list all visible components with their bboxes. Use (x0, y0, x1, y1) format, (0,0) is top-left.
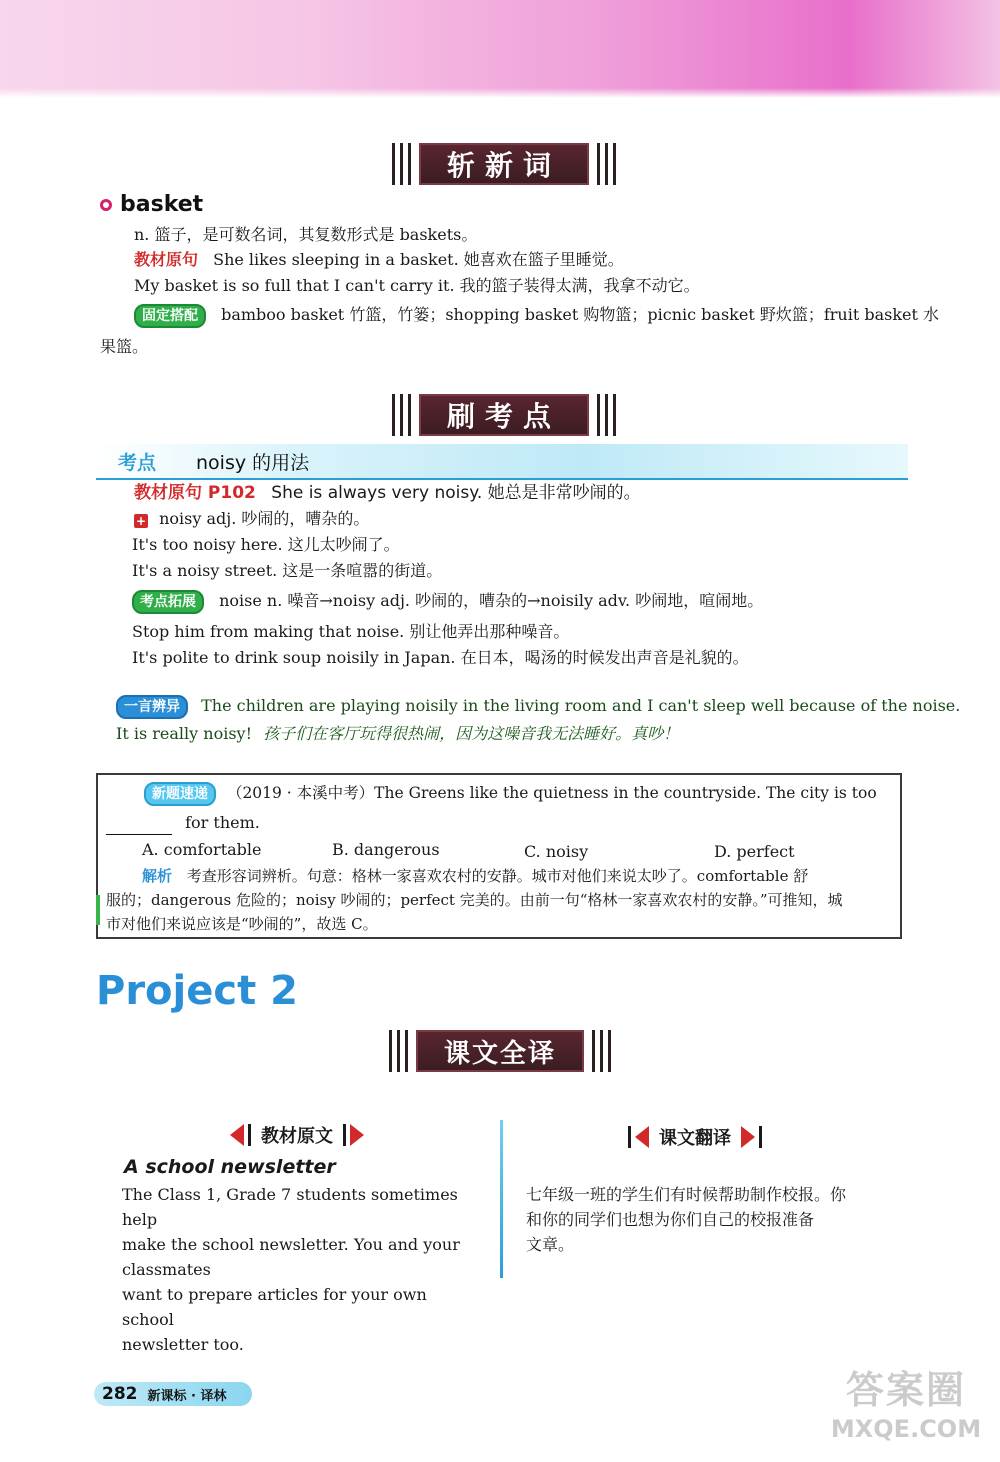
banner-bars-right (597, 394, 616, 436)
distinguish-line (116, 694, 960, 719)
collocation-text: bamboo basket 竹篮，竹篓；shopping basket 购物篮；picnic basket 野炊篮；fruit basket 水 (221, 305, 940, 324)
watermark (818, 1366, 994, 1458)
distinguish-line-2 (116, 722, 679, 746)
exam-option-d: D. perfect (714, 842, 795, 861)
banner-bars-left (389, 1030, 408, 1072)
article-en-line: want to prepare articles for your own school (122, 1285, 427, 1329)
analysis-tag: 解析 (142, 867, 173, 885)
example-line (134, 248, 624, 272)
top-decor-band (0, 0, 1000, 98)
page-footer (94, 1382, 252, 1406)
series-name: 新课标 · 译林 (147, 1388, 227, 1404)
kaodian-example-1: It's too noisy here. 这儿太吵闹了。 (132, 535, 400, 554)
banner-bars-right (592, 1030, 611, 1072)
article-cn-line: 七年级一班的学生们有时候帮助制作校报。你 (526, 1185, 847, 1204)
right-header-text: 课文翻译 (659, 1128, 731, 1149)
left-header-text: 教材原文 (261, 1126, 333, 1147)
section-banner-translation (380, 1030, 620, 1072)
header-bar (759, 1126, 762, 1148)
example-tag: 教材原句 (134, 250, 199, 269)
header-bar (343, 1124, 346, 1146)
article-title: A school newsletter (124, 1156, 336, 1178)
exam-question-cont: for them. (185, 813, 260, 832)
chevron-left-icon (635, 1126, 649, 1148)
section-banner-new-words (384, 143, 624, 185)
kaodian-source-line (134, 481, 641, 505)
chevron-right-icon (741, 1126, 755, 1148)
bullet-icon (100, 199, 112, 211)
banner-bars-right (597, 143, 616, 185)
expand-line (132, 589, 763, 614)
right-column-header (628, 1124, 762, 1150)
kaodian-label: 考点 (118, 452, 157, 474)
headword: basket (120, 192, 204, 217)
kaodian-example-4: It's polite to drink soup noisily in Japan. 在日本，喝汤的时候发出声音是礼貌的。 (132, 648, 749, 667)
analysis-text-3: 市对他们来说应该是“吵闹的”，故选 C。 (106, 915, 378, 933)
example-cn: 她喜欢在篮子里睡觉。 (463, 250, 624, 269)
exam-question-line (144, 781, 877, 806)
banner-bars-left (392, 394, 411, 436)
watermark-en: MXQE.COM (830, 1415, 982, 1443)
article-en-line: newsletter too. (122, 1335, 244, 1354)
section-title: 刷考点 (419, 394, 589, 436)
watermark-cn: 答案圈 (845, 1368, 966, 1412)
article-cn-line: 和你的同学们也想为你们自己的校报准备 (526, 1210, 815, 1229)
source-sentence: She is always very noisy. 她总是非常吵闹的。 (271, 483, 641, 503)
exam-option-a: A. comfortable (142, 840, 262, 859)
analysis-text-1: 考查形容词辨析。句意：格林一家喜欢农村的安静。城市对他们来说太吵了。comfortable 舒 (186, 867, 809, 885)
word-definition: n. 篮子，是可数名词，其复数形式是 baskets。 (134, 225, 478, 244)
exam-tag: 新题速递 (144, 782, 216, 806)
example-en: She likes sleeping in a basket. (213, 250, 459, 269)
exam-option-b: B. dangerous (332, 840, 440, 859)
kaodian-title: noisy 的用法 (196, 452, 310, 474)
expand-text: noise n. 噪音→noisy adj. 吵闹的，嘈杂的→noisily adv. 吵闹地，喧闹地。 (219, 591, 764, 610)
example-line-2: My basket is so full that I can't carry it. 我的篮子装得太满，我拿不动它。 (134, 276, 700, 295)
header-bar (248, 1124, 251, 1146)
kaodian-example-3: Stop him from making that noise. 别让他弄出那种噪音。 (132, 622, 570, 641)
chevron-left-icon (230, 1124, 244, 1146)
article-translation (526, 1182, 886, 1257)
section-title: 课文全译 (416, 1030, 584, 1072)
answer-blank (106, 818, 172, 835)
exam-option-c: C. noisy (524, 842, 589, 861)
collocation-line (134, 303, 939, 328)
article-en-line: The Class 1, Grade 7 students sometimes help (122, 1185, 458, 1229)
exam-question: （2019 · 本溪中考）The Greens like the quietness in the countryside. The city is too (226, 784, 877, 802)
plus-icon: + (135, 514, 147, 528)
page-number: 282 (102, 1384, 138, 1404)
column-divider (500, 1120, 503, 1278)
collocation-tag: 固定搭配 (134, 304, 206, 328)
article-english (122, 1182, 482, 1357)
distinguish-en: It is really noisy! (116, 724, 252, 743)
exam-box-accent (96, 895, 100, 925)
project-title: Project 2 (96, 968, 298, 1014)
article-cn-line: 文章。 (526, 1235, 575, 1254)
left-column-header (230, 1122, 364, 1148)
noisy-definition: noisy adj. 吵闹的，嘈杂的。 (159, 509, 370, 528)
expand-tag: 考点拓展 (132, 590, 204, 614)
article-en-line: make the school newsletter. You and your classmates (122, 1235, 460, 1279)
exam-question-line-2 (106, 811, 260, 835)
banner-bars-left (392, 143, 411, 185)
kaodian-example-2: It's a noisy street. 这是一条喧嚣的街道。 (132, 561, 443, 580)
distinguish-tag: 一言辨异 (116, 695, 188, 719)
header-bar (628, 1126, 631, 1148)
distinguish-cn: 孩子们在客厅玩得很热闹，因为这噪音我无法睡好。真吵！ (263, 724, 680, 743)
analysis-text-2: 服的；dangerous 危险的；noisy 吵闹的；perfect 完美的。由前一句“格林一家喜欢农村的安静。”可推知，城 (106, 891, 843, 909)
section-title: 斩新词 (419, 143, 589, 185)
source-tag: 教材原句 P102 (134, 483, 256, 503)
section-banner-exam-points (384, 394, 624, 436)
noisy-definition-line (134, 507, 369, 531)
analysis-line (142, 864, 808, 888)
headword-row (100, 192, 203, 217)
collocation-line-2: 果篮。 (100, 337, 149, 356)
distinguish-text: The children are playing noisily in the living room and I can't sleep well because of the noise. (201, 696, 961, 715)
chevron-right-icon (350, 1124, 364, 1146)
